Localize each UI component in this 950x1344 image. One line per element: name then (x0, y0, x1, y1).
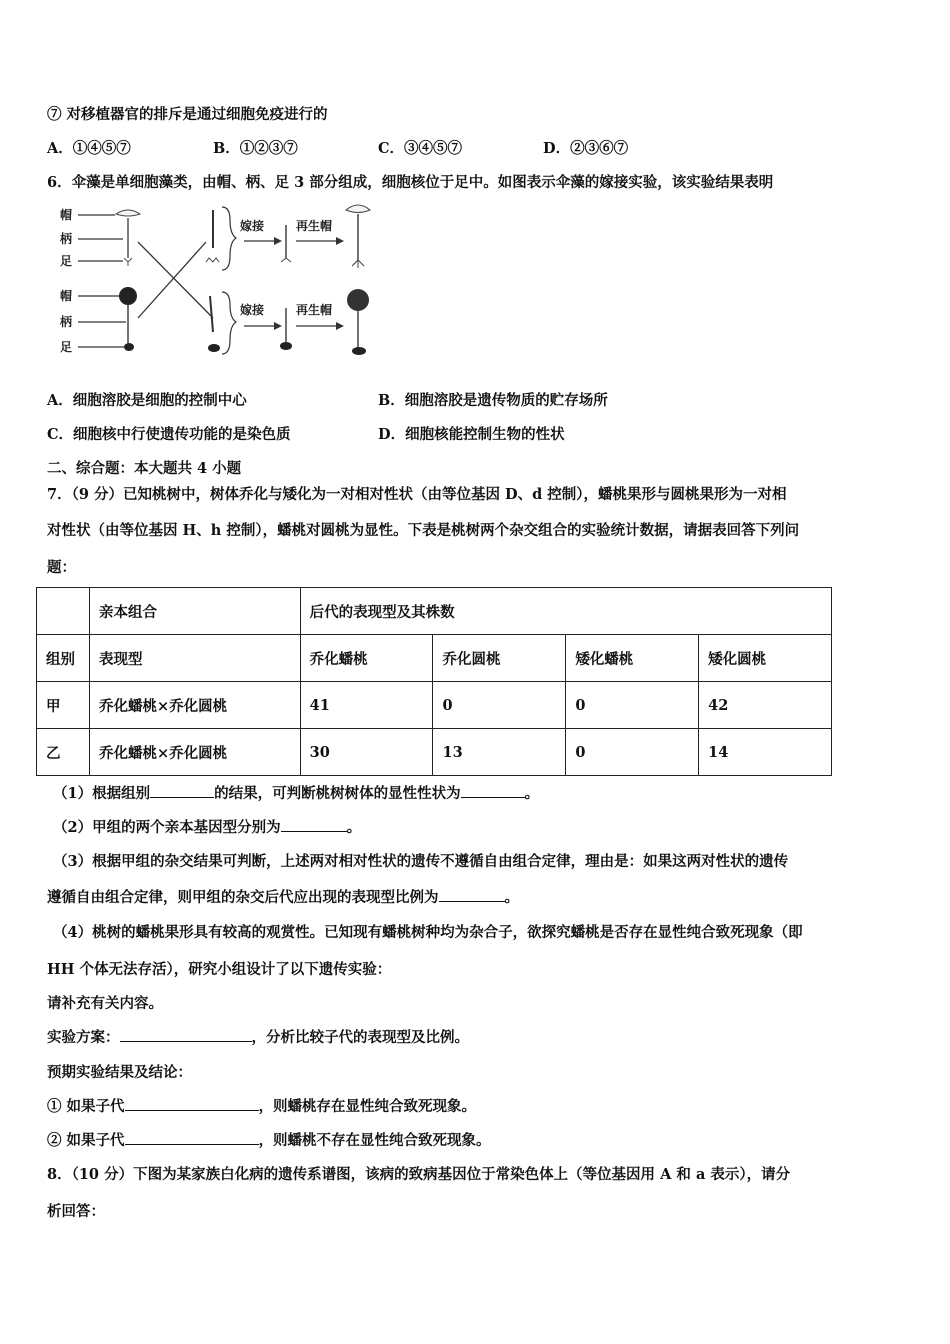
q7-result-text: ，则蟠桃不存在显性纯合致死现象。 (258, 1132, 491, 1149)
q7-stem-line-1: 7．（9 分）已知桃树中，树体乔化与矮化为一对相对性状（由等位基因 D、d 控制），蟠桃果形与圆桃果形为一对相 (47, 486, 787, 503)
foot-icon (280, 342, 292, 350)
umbrella-cap-icon (116, 210, 140, 216)
q7-sub1 (53, 782, 539, 803)
q7-sub2-text: 。 (346, 819, 362, 836)
table-header-cell: 组别 (37, 635, 90, 682)
answer-blank[interactable] (125, 1098, 259, 1111)
table-cell: 乔化蟠桃×乔化圆桃 (89, 682, 300, 729)
q5-option-d[interactable]: D．②③⑥⑦ (543, 140, 629, 157)
umbrella-cap-icon (346, 205, 370, 213)
graft-label-1: 嫁接 (240, 219, 265, 233)
foot-icon (208, 344, 220, 352)
q7-sub1-text: 的结果，可判断桃树树体的显性性状为 (214, 785, 461, 802)
q7-sub2 (53, 816, 361, 837)
rhizoid-icon (206, 258, 219, 262)
table-row (37, 682, 832, 729)
q7-result-text: ① 如果子代 (47, 1098, 125, 1115)
q7-stem-line-2: 对性状（由等位基因 H、h 控制），蟠桃对圆桃为显性。下表是桃树两个杂交组合的实验统计数据，请据表回答下列问 (47, 522, 800, 539)
label-stalk-2: 柄 (60, 315, 73, 329)
q7-sub3-text: 遵循自由组合定律，则甲组的杂交后代应出现的表现型比例为 (47, 889, 439, 906)
foot-icon (124, 343, 134, 351)
answer-blank[interactable] (461, 785, 525, 798)
q7-result-text: ，则蟠桃存在显性纯合致死现象。 (258, 1098, 477, 1115)
q6-option-b[interactable]: B．细胞溶胶是遗传物质的贮存场所 (378, 392, 608, 409)
q7-result-text: ② 如果子代 (47, 1132, 125, 1149)
section-heading: 二、综合题：本大题共 4 小题 (47, 460, 242, 477)
q7-sub3-text: 。 (504, 889, 519, 906)
q6-option-c[interactable]: C．细胞核中行使遗传功能的是染色质 (47, 426, 291, 443)
acetabularia-grafting-figure (58, 200, 388, 365)
q7-sub1-text: 。 (524, 785, 540, 802)
q7-plan-text: ，分析比较子代的表现型及比例。 (251, 1029, 469, 1046)
graft-cross-line (138, 242, 206, 318)
arrow-icon (336, 237, 344, 245)
table-header-cell: 亲本组合 (89, 588, 300, 635)
table-cell: 0 (566, 682, 699, 729)
q7-sub3-line-1: （3）根据甲组的杂交结果可判断，上述两对相对性状的遗传不遵循自由组合定律，理由是：如果这两对性状的遗传 (53, 853, 789, 870)
brace-icon (222, 292, 236, 354)
q6-option-d[interactable]: D．细胞核能控制生物的性状 (378, 426, 565, 443)
table-row (37, 729, 832, 776)
table-header-row (37, 588, 832, 635)
table-cell: 乙 (37, 729, 90, 776)
answer-blank[interactable] (120, 1029, 252, 1042)
answer-blank[interactable] (125, 1132, 259, 1145)
q7-sub3-line-2 (47, 886, 519, 907)
q6-stem: 6．伞藻是单细胞藻类，由帽、柄、足 3 部分组成，细胞核位于足中。如图表示伞藻的嫁接实验，该实验结果表明 (47, 174, 774, 191)
flower-cap-icon (119, 287, 137, 305)
q5-option-a[interactable]: A．①④⑤⑦ (47, 140, 131, 157)
table-header-cell: 矮化圆桃 (699, 635, 832, 682)
table-cell: 14 (699, 729, 832, 776)
table-cell: 甲 (37, 682, 90, 729)
label-foot-1: 足 (60, 254, 73, 268)
table-header-cell: 乔化蟠桃 (300, 635, 433, 682)
q7-sub4-line-3: 请补充有关内容。 (47, 995, 163, 1012)
foot-icon (352, 347, 366, 355)
table-cell: 0 (566, 729, 699, 776)
table-cell: 30 (300, 729, 433, 776)
table-header-cell: 矮化蟠桃 (566, 635, 699, 682)
table-cell: 乔化蟠桃×乔化圆桃 (89, 729, 300, 776)
stalk-fragment (210, 296, 213, 332)
answer-blank[interactable] (150, 785, 214, 798)
answer-blank[interactable] (439, 889, 505, 902)
arrow-icon (336, 322, 344, 330)
q5-statement-7: ⑦ 对移植器官的排斥是通过细胞免疫进行的 (47, 106, 328, 123)
table-cell (37, 588, 90, 635)
answer-blank[interactable] (281, 819, 347, 832)
flower-cap-icon (347, 289, 369, 311)
q6-option-a[interactable]: A．细胞溶胶是细胞的控制中心 (47, 392, 247, 409)
brace-icon (222, 207, 236, 270)
table-cell: 0 (433, 682, 566, 729)
q5-option-c[interactable]: C．③④⑤⑦ (378, 140, 463, 157)
q7-result-1 (47, 1095, 476, 1116)
table-header-cell: 表现型 (89, 635, 300, 682)
label-cap-1: 帽 (60, 208, 73, 222)
table-cell: 41 (300, 682, 433, 729)
table-header-cell: 后代的表现型及其株数 (300, 588, 831, 635)
cross-results-table (36, 587, 832, 776)
rhizoid-icon (124, 258, 132, 266)
table-cell: 13 (433, 729, 566, 776)
label-stalk-1: 柄 (60, 232, 73, 246)
q7-sub1-text: （1）根据组别 (53, 785, 151, 802)
q7-experiment-plan (47, 1026, 469, 1047)
regen-label-2: 再生帽 (296, 303, 333, 317)
q5-option-b[interactable]: B．①②③⑦ (213, 140, 298, 157)
q7-sub4-line-2: HH 个体无法存活），研究小组设计了以下遗传实验： (47, 961, 392, 978)
q7-sub2-text: （2）甲组的两个亲本基因型分别为 (53, 819, 281, 836)
arrow-icon (274, 322, 282, 330)
label-foot-2: 足 (60, 340, 73, 354)
label-cap-2: 帽 (60, 289, 73, 303)
q8-stem-line-2: 析回答： (47, 1203, 105, 1220)
graft-cross-line (138, 242, 213, 318)
table-cell: 42 (699, 682, 832, 729)
table-header-row (37, 635, 832, 682)
q7-expectation-heading: 预期实验结果及结论： (47, 1064, 192, 1081)
table-header-cell: 乔化圆桃 (433, 635, 566, 682)
q8-stem-line-1: 8．（10 分）下图为某家族白化病的遗传系谱图，该病的致病基因位于常染色体上（等位基因用 A 和 a 表示），请分 (47, 1166, 791, 1183)
q7-sub4-line-1: （4）桃树的蟠桃果形具有较高的观赏性。已知现有蟠桃树种均为杂合子，欲探究蟠桃是否存在显性纯合致死现象（即 (53, 924, 803, 941)
graft-label-2: 嫁接 (240, 303, 265, 317)
arrow-icon (274, 237, 282, 245)
q7-result-2 (47, 1129, 491, 1150)
q7-plan-text: 实验方案： (47, 1029, 120, 1046)
regen-label-1: 再生帽 (296, 219, 333, 233)
q7-stem-line-3: 题： (47, 559, 76, 576)
